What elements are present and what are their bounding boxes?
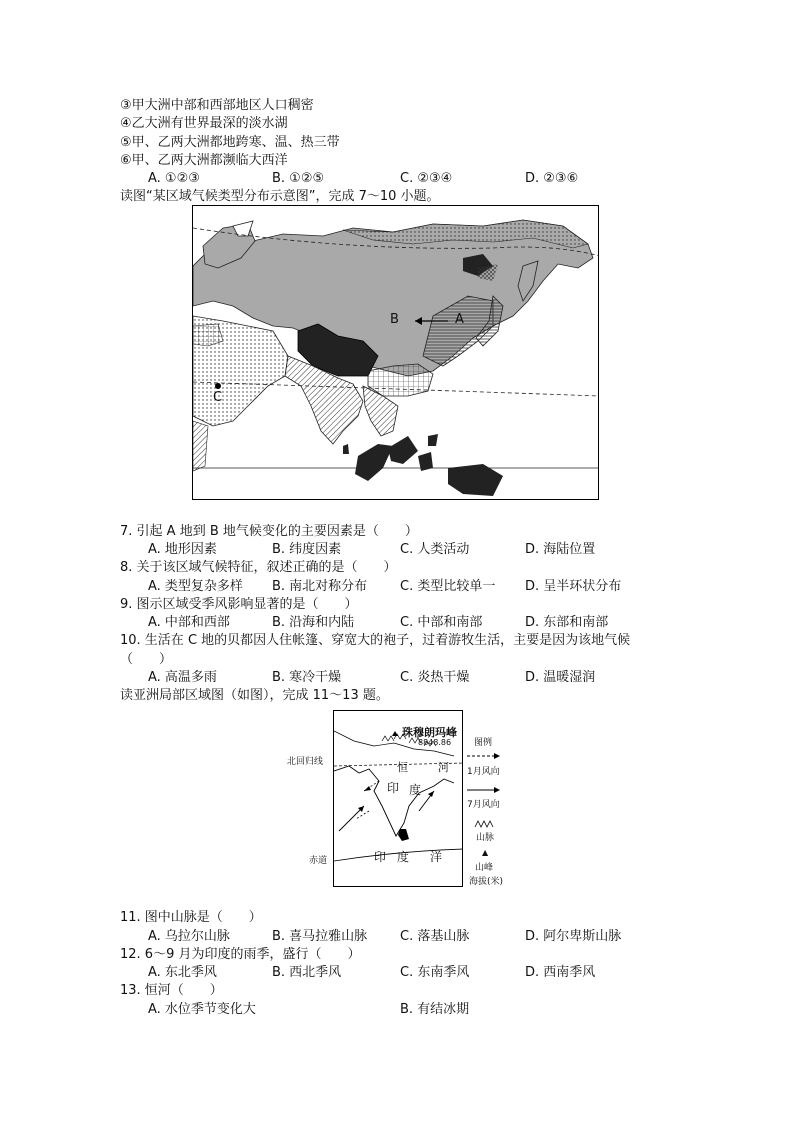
india-label-1: 印	[387, 781, 400, 795]
q7-option-a: A. 地形因素	[148, 542, 217, 557]
map-label-c: C	[213, 390, 223, 405]
intro-q7-10: 读图“某区域气候类型分布示意图”，完成 7～10 小题。	[120, 189, 440, 204]
q13-option-a: A. 水位季节变化大	[148, 1002, 256, 1017]
map-label-a: A	[455, 312, 464, 327]
climate-map-drawing	[193, 206, 599, 500]
statement-3: ③甲大洲中部和西部地区人口稠密	[120, 98, 314, 113]
q9-option-a: A. 中部和西部	[148, 615, 230, 630]
equator-label: 赤道	[309, 856, 328, 866]
q12-option-a: A. 东北季风	[148, 965, 217, 980]
q8-stem: 8. 关于该区域气候特征，叙述正确的是（ ）	[120, 560, 397, 575]
q12-stem: 12. 6～9 月为印度的雨季，盛行（ ）	[120, 947, 361, 962]
intro-q11-13: 读亚洲局部区域图（如图），完成 11～13 题。	[120, 688, 389, 703]
ocean-label-3: 洋	[430, 850, 443, 864]
q10-stem: 10. 生活在 C 地的贝都因人住帐篷、穿宽大的袍子，过着游牧生活，主要是因为该地气候	[120, 633, 631, 648]
ocean-label-2: 度	[397, 850, 410, 864]
q7-option-b: B. 纬度因素	[272, 542, 342, 557]
india-map	[333, 710, 463, 887]
q9-stem: 9. 图示区域受季风影响显著的是（ ）	[120, 597, 358, 612]
q7-option-c: C. 人类活动	[400, 542, 470, 557]
q8-option-d: D. 呈半环状分布	[525, 579, 622, 594]
q10-option-d: D. 温暖湿润	[525, 670, 596, 685]
q11-stem: 11. 图中山脉是（ ）	[120, 910, 262, 925]
q11-option-c: C. 落基山脉	[400, 929, 470, 944]
legend-jan: 1月风向	[467, 767, 500, 777]
q10-option-a: A. 高温多雨	[148, 670, 217, 685]
legend-title: 图例	[474, 738, 493, 748]
q7-option-d: D. 海陆位置	[525, 542, 596, 557]
q10-option-c: C. 炎热干燥	[400, 670, 470, 685]
tropic-label: 北回归线	[287, 757, 324, 767]
legend-peak-1: 山峰	[475, 863, 494, 873]
q11-option-b: B. 喜马拉雅山脉	[272, 929, 368, 944]
peak-name: 珠穆朗玛峰	[402, 726, 457, 739]
mountain-icon	[474, 818, 494, 828]
q11-option-d: D. 阿尔卑斯山脉	[525, 929, 622, 944]
legend-mountain: 山脉	[476, 833, 495, 843]
q8-option-a: A. 类型复杂多样	[148, 579, 243, 594]
ocean-label-1: 印	[374, 850, 387, 864]
q8-option-b: B. 南北对称分布	[272, 579, 368, 594]
legend-jan-arrow	[466, 752, 502, 760]
q12-option-b: B. 西北季风	[272, 965, 342, 980]
statement-6: ⑥甲、乙两大洲都濒临大西洋	[120, 153, 288, 168]
statement-4: ④乙大洲有世界最深的淡水湖	[120, 116, 288, 131]
climate-map	[192, 205, 599, 500]
q12-option-d: D. 西南季风	[525, 965, 596, 980]
q6-option-c: C. ②③④	[400, 171, 453, 186]
q13-option-b: B. 有结冰期	[400, 1002, 470, 1017]
legend-jul-arrow	[466, 786, 502, 794]
q9-option-b: B. 沿海和内陆	[272, 615, 355, 630]
ganges-label-2: 河	[438, 761, 449, 774]
peak-height: 8848.86	[418, 738, 452, 747]
q6-option-d: D. ②③⑥	[525, 171, 579, 186]
q7-stem: 7. 引起 A 地到 B 地气候变化的主要因素是（ ）	[120, 524, 418, 539]
q11-option-a: A. 乌拉尔山脉	[148, 929, 230, 944]
q9-option-d: D. 东部和南部	[525, 615, 609, 630]
q13-stem: 13. 恒河（ ）	[120, 983, 223, 998]
q8-option-c: C. 类型比较单一	[400, 579, 496, 594]
ganges-label-1: 恒	[397, 761, 408, 774]
q10-stem-blank: （ ）	[120, 652, 173, 667]
q10-option-b: B. 寒冷干燥	[272, 670, 342, 685]
q6-option-a: A. ①②③	[148, 171, 200, 186]
q6-option-b: B. ①②⑤	[272, 171, 325, 186]
q12-option-c: C. 东南季风	[400, 965, 470, 980]
peak-icon: ▲	[482, 848, 489, 857]
q9-option-c: C. 中部和南部	[400, 615, 483, 630]
india-label-2: 度	[409, 783, 422, 797]
legend-peak-2: 海拔(米)	[469, 877, 504, 887]
legend-jul: 7月风向	[467, 800, 500, 810]
map-label-b: B	[390, 312, 399, 327]
statement-5: ⑤甲、乙两大洲都地跨寒、温、热三带	[120, 135, 340, 150]
